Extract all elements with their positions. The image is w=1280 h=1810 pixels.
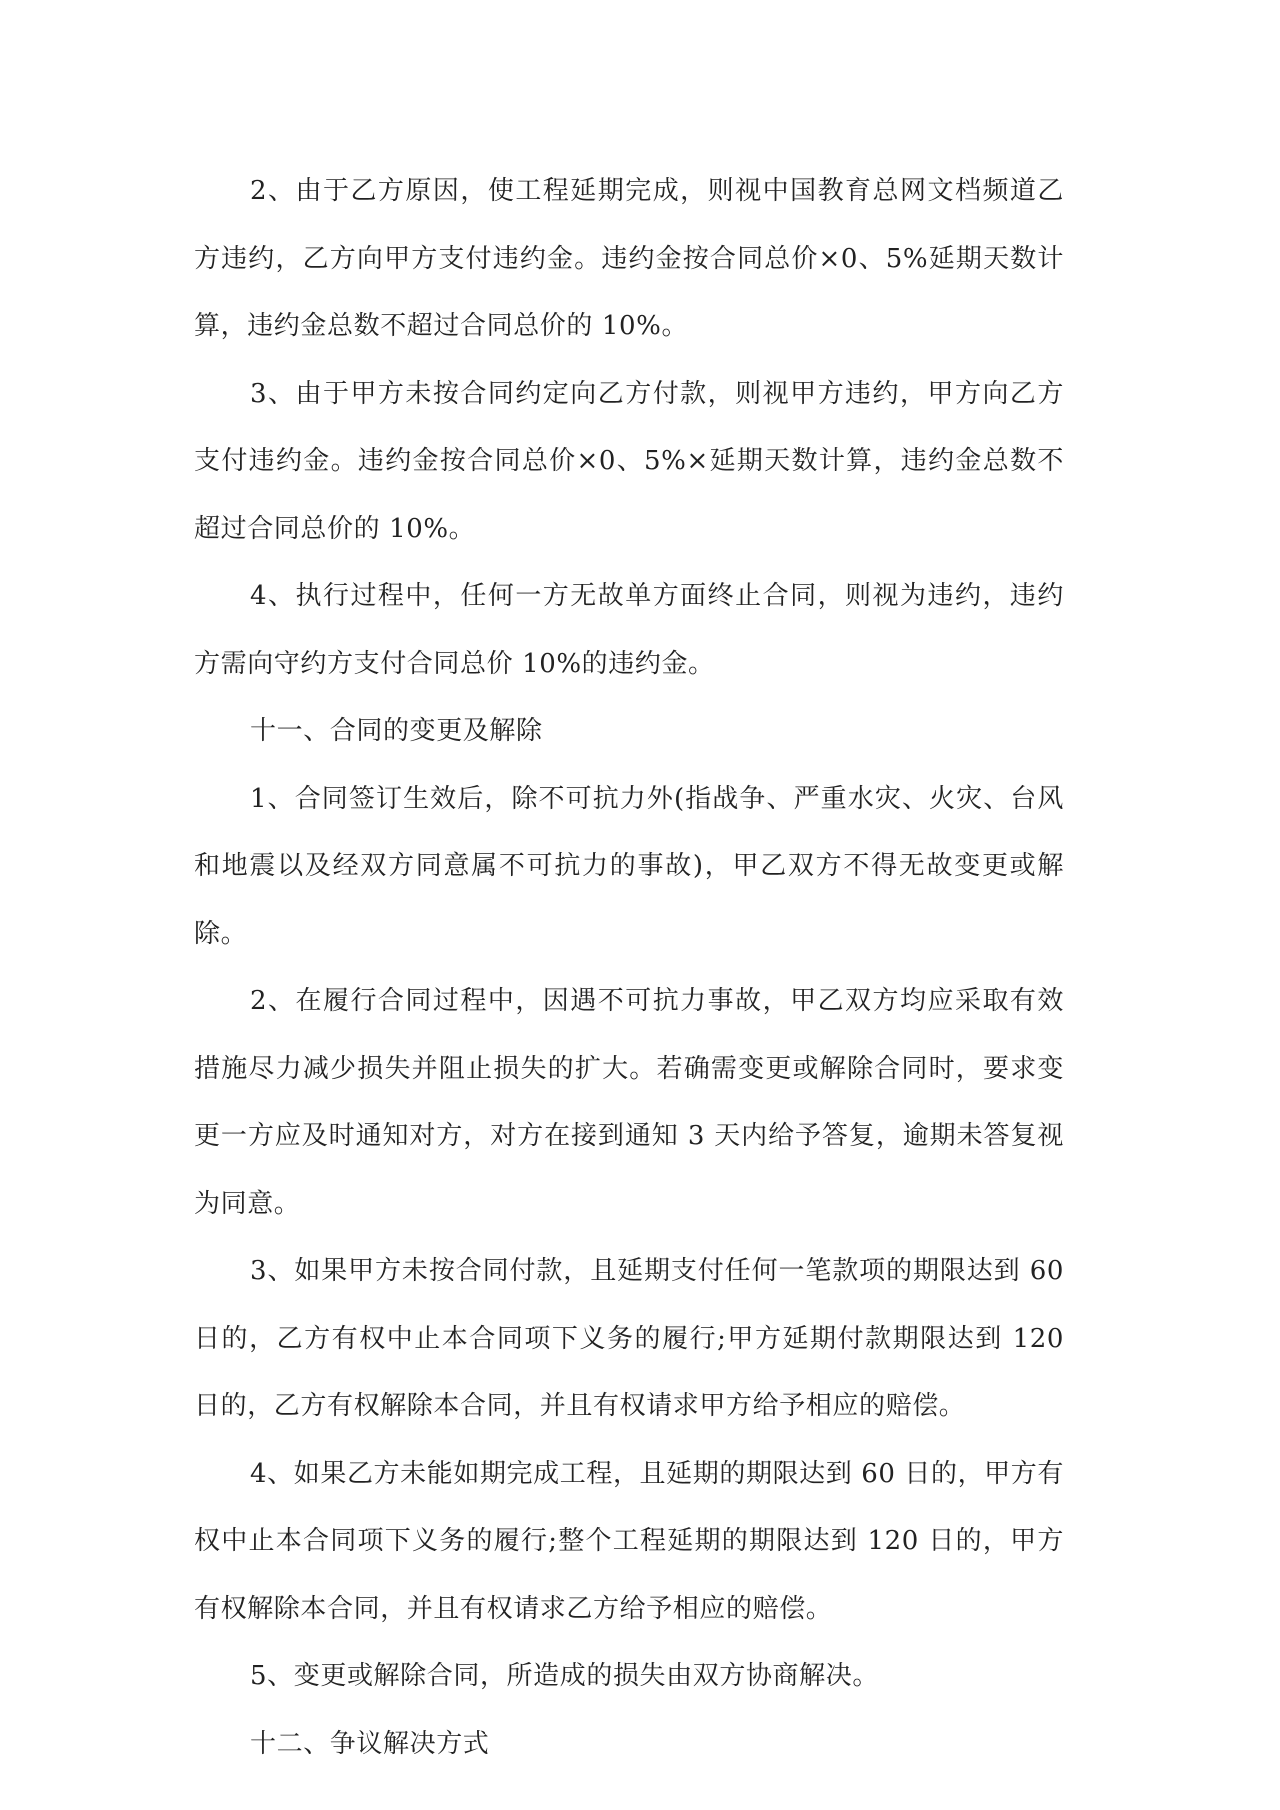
document-body <box>194 158 1064 1778</box>
section-heading-11: 十一、合同的变更及解除 <box>250 716 543 746</box>
paragraph-change-clause-5: 5、变更或解除合同，所造成的损失由双方协商解决。 <box>250 1661 879 1691</box>
paragraph-breach-clause-3: 3、由于甲方未按合同约定向乙方付款，则视甲方违约，甲方向乙方支付违约金。违约金按合同总价×0、5%×延期天数计算，违约金总数不超过合同总价的 10%。 <box>194 378 1064 544</box>
paragraph-change-clause-3: 3、如果甲方未按合同付款，且延期支付任何一笔款项的期限达到 60 日的，乙方有权中止本合同项下义务的履行;甲方延期付款期限达到 120 日的，乙方有权解除本合同，并且有权请求甲方给予相应的赔偿。 <box>194 1256 1064 1421</box>
paragraph-breach-clause-2: 2、由于乙方原因，使工程延期完成，则视中国教育总网文档频道乙方违约，乙方向甲方支付违约金。违约金按合同总价×0、5%延期天数计算，违约金总数不超过合同总价的 10%。 <box>194 176 1064 341</box>
paragraph-change-clause-2: 2、在履行合同过程中，因遇不可抗力事故，甲乙双方均应采取有效措施尽力减少损失并阻止损失的扩大。若确需变更或解除合同时，要求变更一方应及时通知对方，对方在接到通知 3 天内给予答复，逾期未答复视为同意。 <box>194 986 1064 1219</box>
paragraph-change-clause-1: 1、合同签订生效后，除不可抗力外(指战争、严重水灾、火灾、台风和地震以及经双方同意属不可抗力的事故)，甲乙双方不得无故变更或解除。 <box>194 783 1064 949</box>
section-heading-12: 十二、争议解决方式 <box>250 1728 490 1759</box>
paragraph-breach-clause-4: 4、执行过程中，任何一方无故单方面终止合同，则视为违约，违约方需向守约方支付合同总价 10%的违约金。 <box>194 581 1064 679</box>
paragraph-change-clause-4: 4、如果乙方未能如期完成工程，且延期的期限达到 60 日的，甲方有权中止本合同项下义务的履行;整个工程延期的期限达到 120 日的，甲方有权解除本合同，并且有权请求乙方给予相应的赔偿。 <box>194 1458 1064 1624</box>
